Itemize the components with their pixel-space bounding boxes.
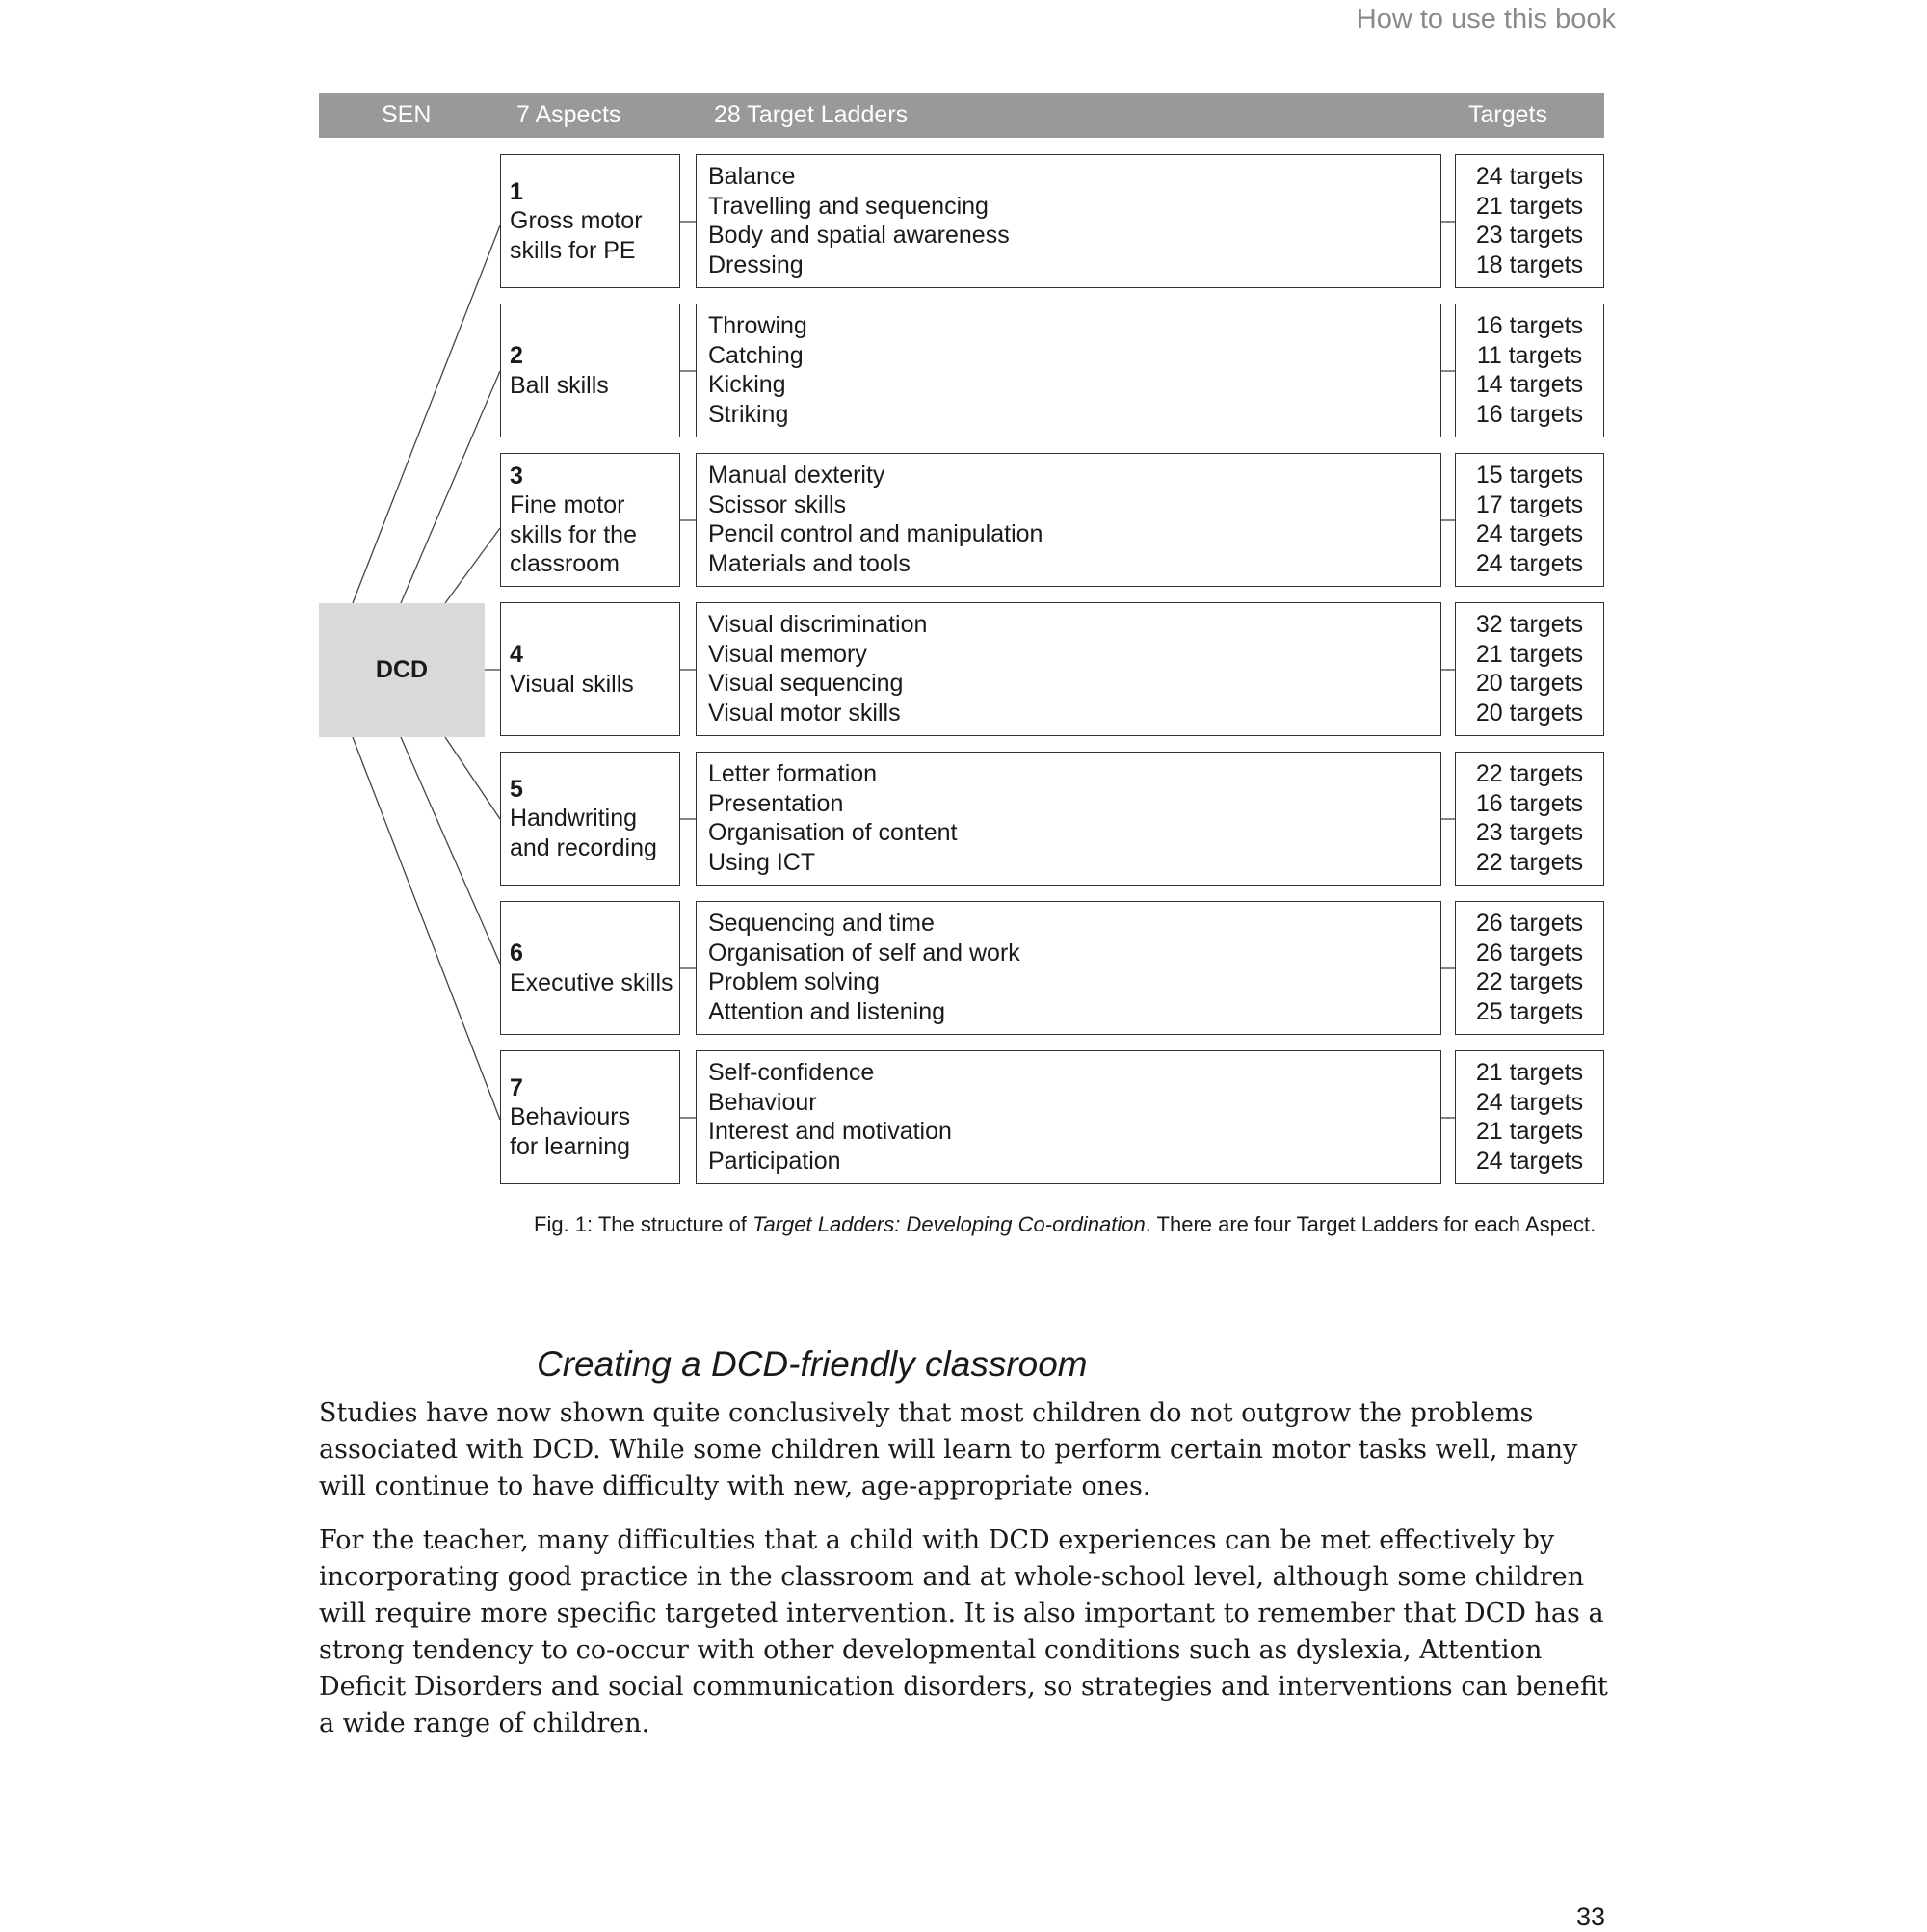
caption-book-title: Target Ladders: Developing Co-ordination: [752, 1212, 1146, 1236]
target-count: 24 targets: [1475, 520, 1584, 547]
target-count: 26 targets: [1475, 939, 1584, 966]
target-count: 16 targets: [1475, 789, 1584, 817]
target-count: 24 targets: [1475, 163, 1584, 190]
ladder-box-4: [696, 602, 1441, 736]
aspect-box-7: [500, 1050, 680, 1184]
header-ladders: 28 Target Ladders: [714, 101, 909, 128]
header-aspects: 7 Aspects: [516, 101, 621, 128]
ladder-item: Visual discrimination: [708, 611, 928, 638]
ladder-item: Dressing: [708, 251, 804, 278]
target-count: 16 targets: [1475, 400, 1584, 428]
ladder-item: Organisation of self and work: [708, 939, 1020, 966]
aspect-name-line: Handwriting: [510, 805, 638, 833]
target-count: 24 targets: [1475, 549, 1584, 577]
targets-box-6: [1455, 901, 1604, 1035]
target-count: 24 targets: [1475, 1088, 1584, 1116]
target-count: 18 targets: [1475, 251, 1584, 278]
ladder-item: Travelling and sequencing: [708, 192, 989, 220]
aspect-name-line: skills for the: [510, 520, 637, 548]
ladder-item: Catching: [708, 341, 804, 369]
body-paragraph-1: Studies have now shown quite conclusively that most children do not outgrow the problems associated with DCD. While some children will learn to perform certain motor tasks well, many will continue to have difficulty with new, age-appropriate ones.: [319, 1398, 1578, 1501]
ladder-item: Organisation of content: [708, 819, 958, 846]
aspect-name-line: and recording: [510, 834, 657, 861]
target-count: 22 targets: [1475, 760, 1584, 787]
aspect-name-line: Fine motor: [510, 491, 625, 518]
ladder-item: Visual sequencing: [708, 670, 904, 697]
aspect-name-line: Behaviours: [510, 1103, 631, 1131]
figure-caption: [534, 1212, 1596, 1237]
aspect-name-line: skills for PE: [510, 236, 636, 264]
target-count: 11 targets: [1476, 341, 1583, 369]
ladder-item: Visual motor skills: [708, 699, 901, 727]
aspect-box-6: [500, 901, 680, 1035]
ladder-box-3: [696, 453, 1441, 587]
targets-box-2: [1455, 304, 1604, 437]
connector-dcd-aspect-3: [445, 528, 500, 603]
ladder-item: Balance: [708, 163, 796, 190]
aspect-box-2: [500, 304, 680, 437]
target-count: 22 targets: [1475, 968, 1584, 995]
ladder-box-1: [696, 154, 1441, 288]
connector-dcd-aspect-2: [401, 371, 500, 603]
ladder-item: Presentation: [708, 789, 844, 817]
targets-box-4: [1455, 602, 1604, 736]
target-count: 21 targets: [1475, 1118, 1584, 1145]
page-number: 33: [1575, 1902, 1605, 1931]
aspect-name-line: Visual skills: [510, 670, 634, 698]
ladder-item: Pencil control and manipulation: [708, 520, 1043, 547]
ladder-item: Letter formation: [708, 760, 878, 787]
target-count: 16 targets: [1475, 312, 1584, 339]
ladder-box-5: [696, 752, 1441, 886]
aspect-box-5: [500, 752, 680, 886]
body-paragraph-2: For the teacher, many difficulties that a child with DCD experiences can be met effectively by incorporating good practice in the classroom and at whole-school level, although some children will require more specific targeted intervention. It is also important to remember that DCD has a strong tendency to co-occur with other developmental conditions such as dyslexia, Attention Deficit Disorders and social communication disorders, so strategies and interventions can benefit a wide range of children.: [319, 1525, 1608, 1738]
aspect-number: 1: [510, 177, 523, 205]
ladder-item: Behaviour: [708, 1088, 817, 1116]
target-count: 32 targets: [1475, 611, 1584, 638]
ladder-item: Striking: [708, 400, 789, 428]
ladder-item: Materials and tools: [708, 549, 911, 577]
target-count: 24 targets: [1475, 1147, 1584, 1175]
ladder-item: Manual dexterity: [708, 462, 885, 489]
sen-condition-label: DCD: [375, 656, 429, 683]
section-heading: Creating a DCD-friendly classroom: [537, 1344, 1088, 1384]
connector-dcd-aspect-6: [401, 737, 500, 964]
ladder-item: Attention and listening: [708, 997, 946, 1025]
aspect-name-line: Gross motor: [510, 207, 643, 235]
ladder-item: Participation: [708, 1147, 841, 1175]
target-count: 14 targets: [1475, 371, 1584, 398]
aspect-number: 7: [510, 1073, 523, 1101]
aspect-number: 4: [510, 641, 523, 668]
aspect-number: 3: [510, 462, 523, 490]
caption-suffix: . There are four Target Ladders for each Aspect.: [1145, 1212, 1597, 1236]
ladder-item: Kicking: [708, 371, 786, 398]
targets-box-7: [1455, 1050, 1604, 1184]
target-count: 21 targets: [1475, 1059, 1584, 1086]
ladder-item: Interest and motivation: [708, 1118, 952, 1145]
header-targets: Targets: [1468, 101, 1547, 128]
ladder-box-7: [696, 1050, 1441, 1184]
ladder-item: Visual memory: [708, 640, 867, 668]
ladder-item: Body and spatial awareness: [708, 222, 1010, 249]
targets-box-3: [1455, 453, 1604, 587]
target-count: 22 targets: [1475, 848, 1584, 876]
connector-dcd-aspect-5: [445, 737, 500, 819]
target-count: 23 targets: [1475, 819, 1584, 846]
target-count: 20 targets: [1475, 699, 1584, 727]
ladder-item: Sequencing and time: [708, 910, 935, 937]
running-head: How to use this book: [1356, 4, 1616, 35]
aspect-box-4: [500, 602, 680, 736]
sen-condition-box: [319, 603, 485, 737]
aspect-name-line: Ball skills: [510, 371, 609, 399]
header-sen: SEN: [382, 101, 432, 128]
target-count: 17 targets: [1475, 490, 1584, 518]
aspect-name-line: Executive skills: [510, 968, 673, 996]
aspect-number: 2: [510, 342, 523, 369]
target-count: 25 targets: [1475, 997, 1584, 1025]
aspect-box-1: [500, 154, 680, 288]
ladder-box-2: [696, 304, 1441, 437]
ladder-item: Self-confidence: [708, 1059, 875, 1086]
ladder-box-6: [696, 901, 1441, 1035]
target-count: 21 targets: [1475, 640, 1584, 668]
connector-dcd-aspect-1: [353, 225, 500, 603]
caption-prefix: Fig. 1: The structure of: [534, 1212, 753, 1236]
ladder-item: Scissor skills: [708, 490, 847, 518]
aspect-name-line: classroom: [510, 550, 620, 577]
target-count: 21 targets: [1475, 192, 1584, 220]
target-count: 23 targets: [1475, 222, 1584, 249]
target-count: 26 targets: [1475, 910, 1584, 937]
targets-box-5: [1455, 752, 1604, 886]
ladder-item: Using ICT: [708, 848, 816, 876]
aspect-number: 6: [510, 940, 523, 966]
ladder-item: Problem solving: [708, 968, 880, 995]
aspect-box-3: [500, 453, 680, 587]
aspect-number: 5: [510, 775, 523, 803]
ladder-item: Throwing: [708, 312, 807, 339]
aspect-name-line: for learning: [510, 1132, 631, 1160]
targets-box-1: [1455, 154, 1604, 288]
target-count: 20 targets: [1475, 670, 1584, 697]
target-count: 15 targets: [1475, 462, 1584, 489]
